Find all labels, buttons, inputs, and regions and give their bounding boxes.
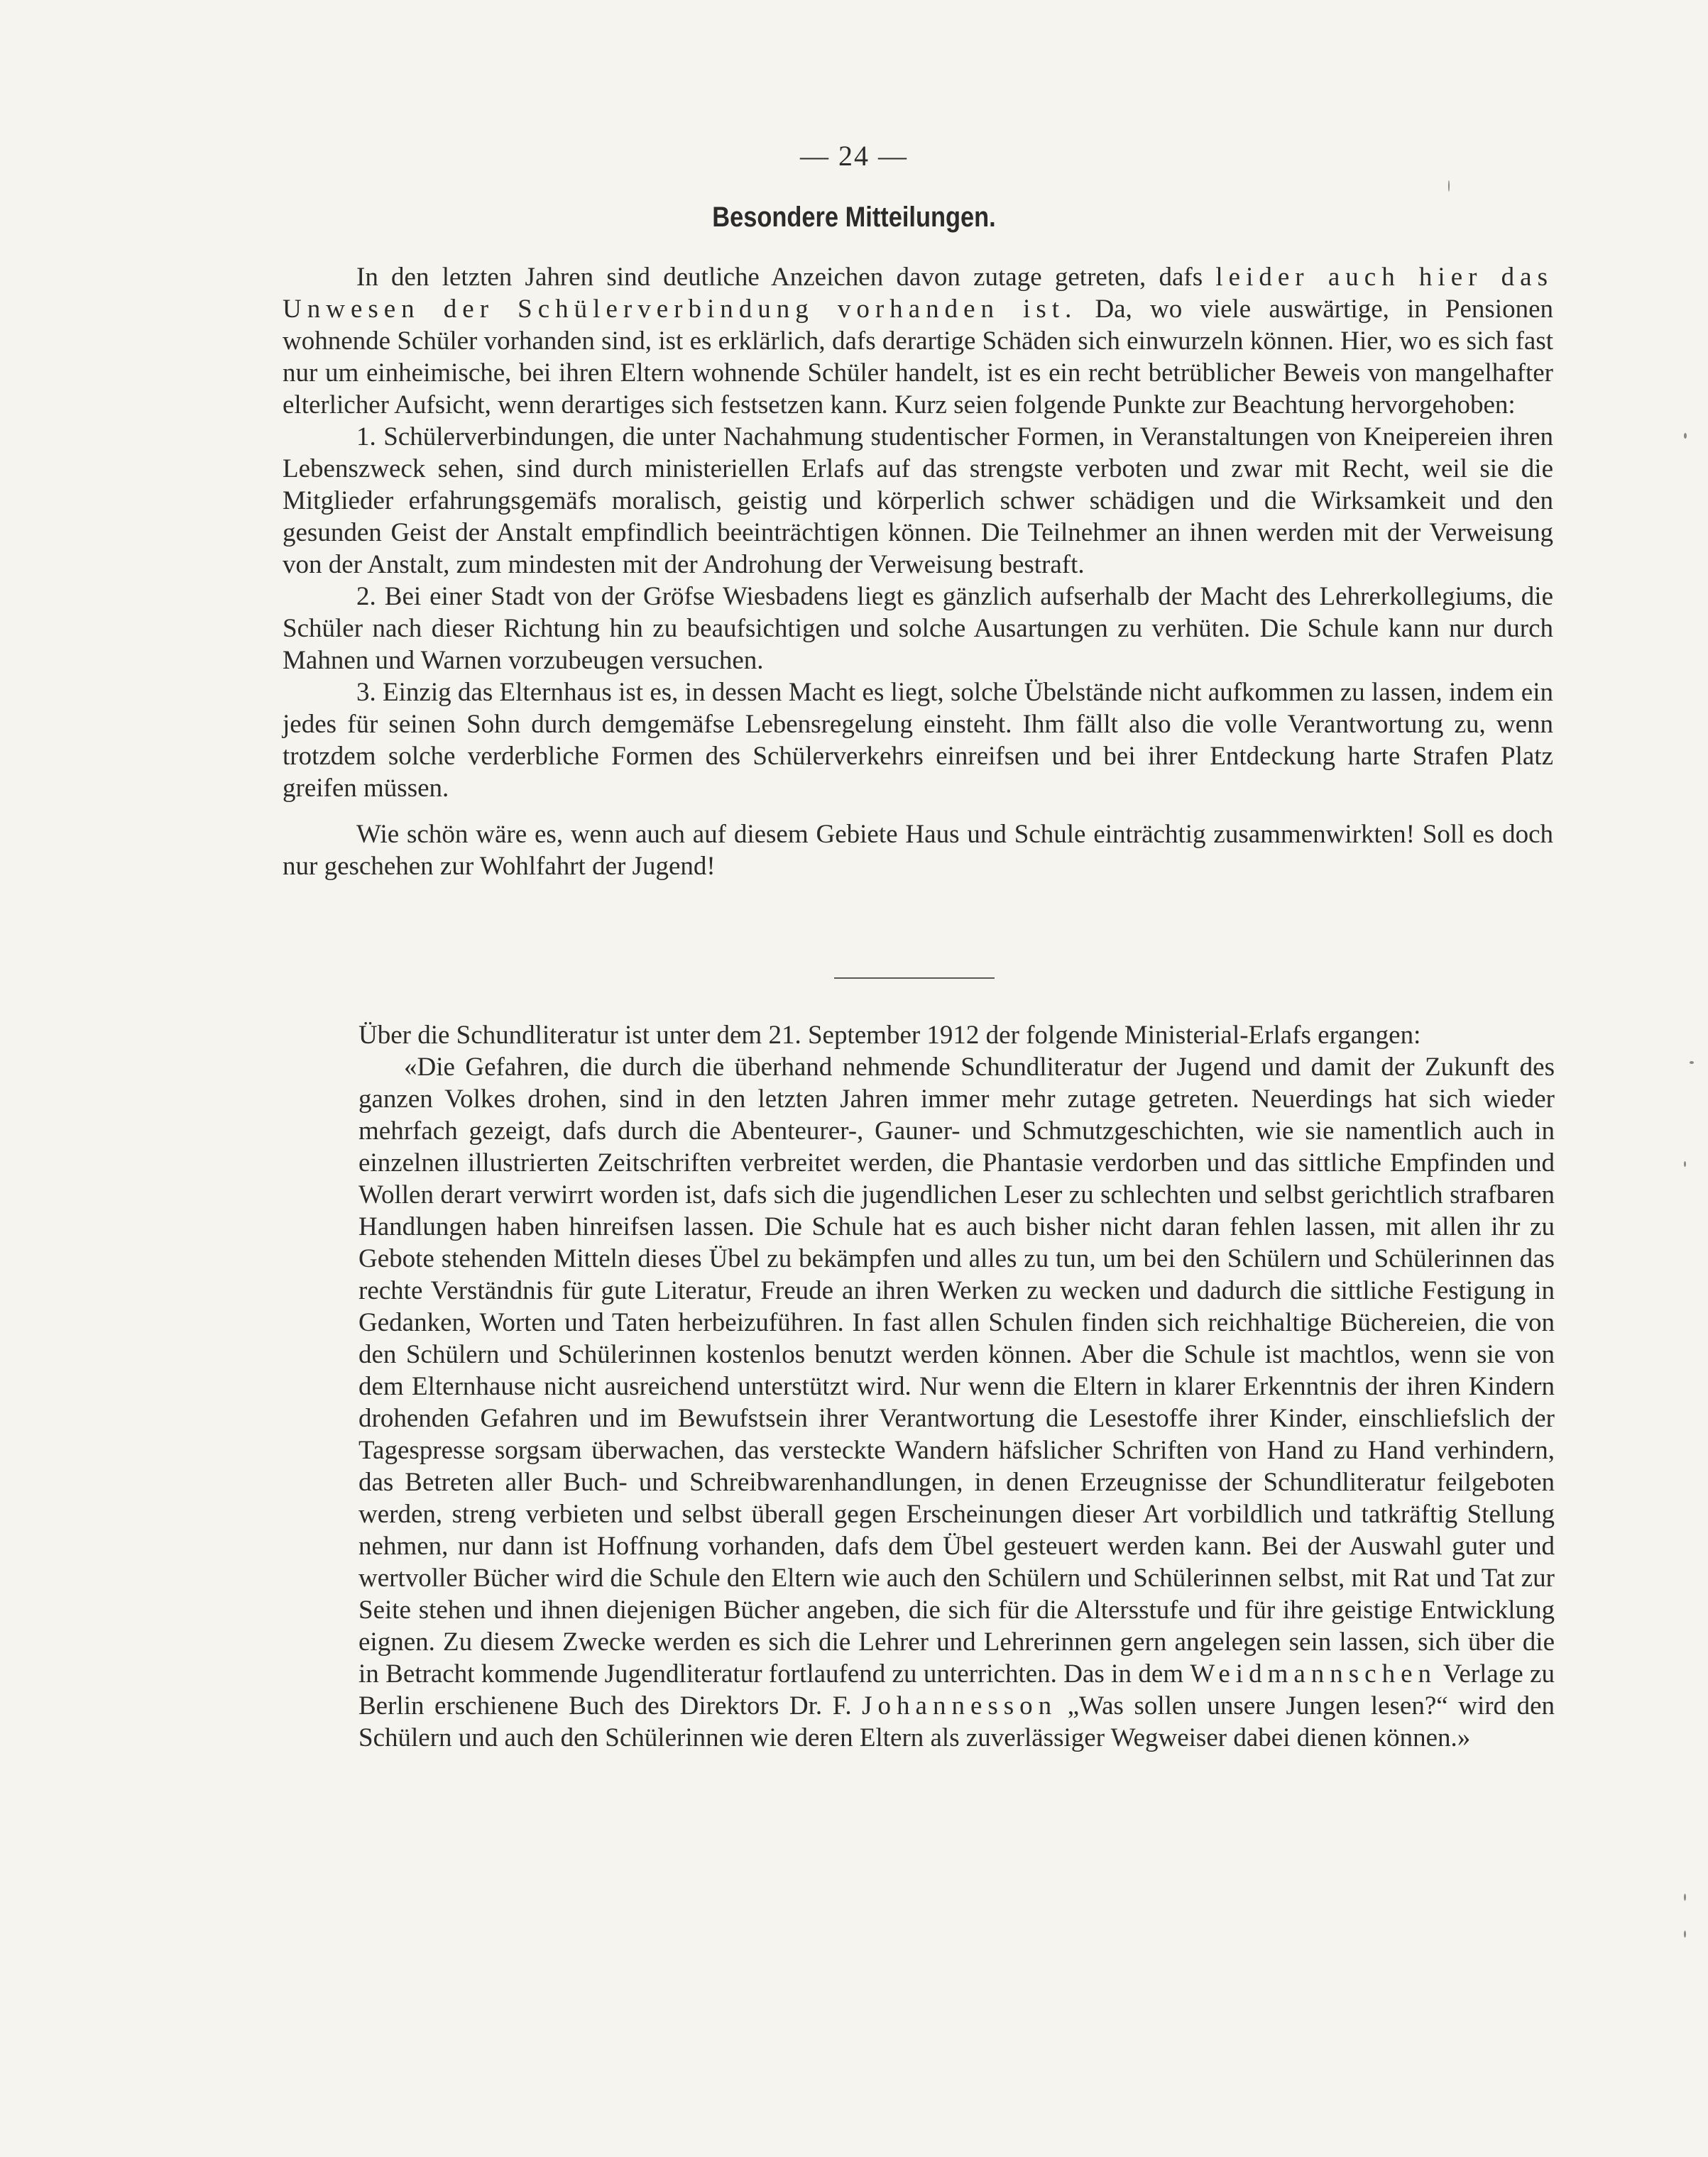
intro-paragraph [283,261,1553,421]
decree-intro: Über die Schundliteratur ist unter dem 21. September 1912 der folgende Ministerial-Erlafs ergangen: [358,1021,1421,1050]
section-divider [834,977,995,979]
intro-text-start: In den letzten Jahren sind deutliche Anzeichen davon zutage getreten, dafs [356,263,1216,292]
announcement-section [283,261,1553,882]
section-heading: Besondere Mitteilungen. [712,202,996,233]
point-3-paragraph: 3. Einzig das Elternhaus ist es, in dessen Macht es liegt, solche Übelstände nicht aufkommen zu lassen, indem ein jedes für seinen Sohn durch demgemäfse Lebensregelung einsteht. Ihm fällt also die volle Verantwortung zu, wenn trotzdem solche verderbliche Formen des Schülerverkehrs einreifsen und bei ihrer Entdeckung harte Strafen Platz greifen müssen. [283,678,1553,803]
scan-speck [1690,1061,1694,1064]
point-2-paragraph: 2. Bei einer Stadt von der Gröfse Wiesbadens liegt es gänzlich aufserhalb der Macht des Lehrerkollegiums, die Schüler nach dieser Richtung hin zu beaufsichtigen und solche Ausartungen zu verhüten. Die Schule kann nur durch Mahnen und Warnen vorzubeugen versuchen. [283,582,1553,675]
page-number: — 24 — [800,140,908,172]
publisher-name: Weidmannschen [1190,1659,1438,1689]
scan-speck [1684,433,1687,439]
decree-quote-end: „Was sollen unsere Jungen lesen?“ wird den Schülern und auch den Schülerinnen wie deren Eltern als zuverlässiger Wegweiser dabei dienen können.» [358,1691,1555,1752]
scan-speck [1684,1894,1686,1901]
intro-spaced-emphasis: leider auch hier das Unwesen der Schülerverbindung vorhanden ist. [283,263,1553,324]
scan-speck [1684,1931,1686,1938]
point-1-paragraph: 1. Schülerverbindungen, die unter Nachahmung studentischer Formen, in Veranstaltungen von Kneipereien ihren Lebenszweck sehen, sind durch ministeriellen Erlafs auf das strengste verboten und zwar mit Recht, weil sie die Mitglieder erfahrungsgemäfs moralisch, geistig und körperlich schwer schädigen und die Wirksamkeit und den gesunden Geist der Anstalt empfindlich beeinträchtigen können. Die Teilnehmer an ihnen werden mit der Verweisung von der Anstalt, zum mindesten mit der Androhung der Verweisung bestraft. [283,422,1553,579]
decree-quote [358,1051,1555,1754]
closing-paragraph: Wie schön wäre es, wenn auch auf diesem Gebiete Haus und Schule einträchtig zusammenwirkten! Soll es doch nur geschehen zur Wohlfahrt der Jugend! [283,820,1553,881]
decree-section [358,1019,1555,1754]
intro-text-end: Da, wo viele auswärtige, in Pensionen wohnende Schüler vorhanden sind, ist es erklärlich, dafs derartige Schäden sich einwurzeln können. Hier, wo es sich fast nur um einheimische, bei ihren Eltern wohnende Schüler handelt, ist es ein recht betrüblicher Beweis von mangelhafter elterlicher Aufsicht, wenn derartiges sich festsetzen kann. Kurz seien folgende Punkte zur Beachtung hervorgehoben: [283,295,1553,419]
scan-speck [1684,1161,1686,1167]
scan-speck [1448,180,1450,192]
author-name: Johannesson [862,1691,1058,1720]
decree-quote-body: «Die Gefahren, die durch die überhand nehmende Schundliteratur der Jugend und damit der Zukunft des ganzen Volkes drohen, sind in den letzten Jahren immer mehr zutage getreten. Neuerdings hat sich wieder mehrfach gezeigt, dafs durch die Abenteurer-, Gauner- und Schmutzgeschichten, wie sie namentlich auch in einzelnen illustrierten Zeitschriften verbreitet werden, die Phantasie verdorben und das sittliche Empfinden und Wollen derart verwirrt worden ist, dafs sich die jugendlichen Leser zu schlechten und selbst gerichtlich strafbaren Handlungen haben hinreifsen lassen. Die Schule hat es auch bisher nicht daran fehlen lassen, mit allen ihr zu Gebote stehenden Mitteln dieses Übel zu bekämpfen und alles zu tun, um bei den Schülern und Schülerinnen das rechte Verständnis für gute Literatur, Freude an ihren Werken zu wecken und dadurch die sittliche Festigung in Gedanken, Worten und Taten herbeizuführen. In fast allen Schulen finden sich reichhaltige Büchereien, die von den Schülern und Schülerinnen kostenlos benutzt werden können. Aber die Schule ist machtlos, wenn sie von dem Elternhause nicht ausreichend unterstützt wird. Nur wenn die Eltern in klarer Erkenntnis der ihren Kindern drohenden Gefahren und im Bewufstsein ihrer Verantwortung die Lesestoffe ihrer Kinder, einschliefslich der Tagespresse sorgsam überwachen, das versteckte Wandern häfslicher Schriften von Hand zu Hand verhindern, das Betreten aller Buch- und Schreibwarenhandlungen, in denen Erzeugnisse der Schundliteratur feilgeboten werden, streng verbieten und selbst überall gegen Erscheinungen dieser Art vorbildlich und tatkräftig Stellung nehmen, nur dann ist Hoffnung vorhanden, dafs dem Übel gesteuert werden kann. Bei der Auswahl guter und wertvoller Bücher wird die Schule den Eltern wie auch den Schülern und Schülerinnen selbst, mit Rat und Tat zur Seite stehen und ihnen diejenigen Bücher angeben, die sich für die Altersstufe und für ihre geistige Entwicklung eignen. Zu diesem Zwecke werden es sich die Lehrer und Lehrerinnen gern angelegen sein lassen, sich über die in Betracht kommende Jugendliteratur fortlaufend zu unterrichten. Das in dem [358,1053,1555,1689]
decree-quote-middle: Verlage zu Berlin erschienene Buch des Direktors Dr. F. [358,1659,1555,1720]
